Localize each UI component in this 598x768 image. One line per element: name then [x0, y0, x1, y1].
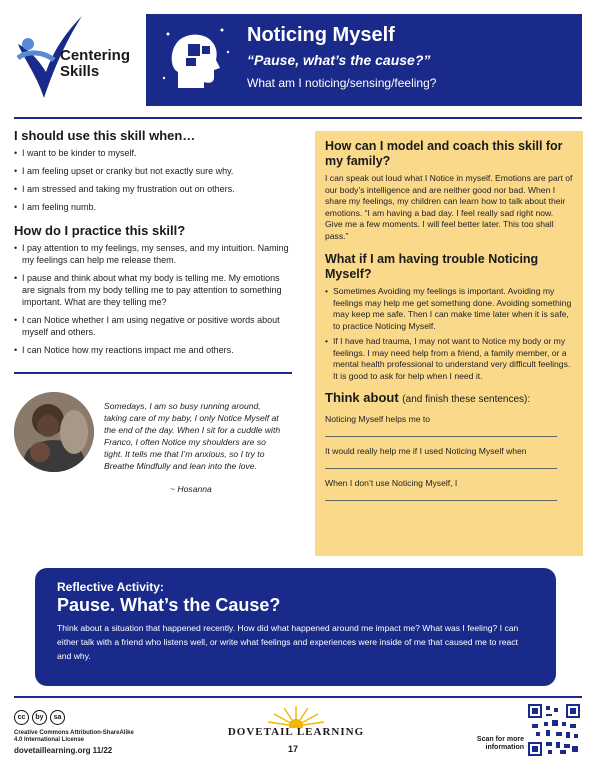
- think-suffix: (and finish these sentences):: [402, 394, 531, 405]
- think-title: Think about: [325, 390, 399, 405]
- left-divider: [14, 372, 292, 374]
- trouble-item: • If I have had trauma, I may not want to Notice my body or my feelings. I may need help from a friend, a family member, or a mental health professional to understand very difficult feelings. It is good to ask for help when I need it.: [325, 336, 573, 382]
- think-heading: [325, 390, 573, 405]
- how-list: [14, 242, 290, 356]
- prompt-text: It would really help me if I used Noticing Myself when: [325, 446, 527, 456]
- quote-text: Somedays, I am so busy running around, taking care of my baby, I only Notice Myself at the end of the day. When I sit for a cuddle with Franco, I often Notice my shoulders are so tight. It tells me that I’m anxious, so I try to Breathe Mindfully and lean into the love.: [104, 401, 281, 471]
- prompt-text: Noticing Myself helps me to: [325, 414, 431, 424]
- how-item: • I pay attention to my feelings, my senses, and my intuition. Naming my feelings can help me release them.: [14, 242, 290, 266]
- how-item: • I pause and think about what my body is telling me. My emotions are signals from my body telling me to pay attention to something important. What are they telling me?: [14, 272, 290, 308]
- quote-author: ~ Hosanna: [170, 484, 212, 494]
- header-banner: [146, 14, 582, 106]
- scan-text: Scan for more information: [476, 736, 524, 751]
- how-heading: How do I practice this skill?: [14, 223, 186, 238]
- sunburst-icon: [226, 704, 366, 728]
- centering-skills-logo: [14, 14, 134, 100]
- brand-name: DOVETAIL LEARNING: [227, 726, 365, 738]
- reflect-title: Pause. What’s the Cause?: [57, 595, 281, 615]
- answer-line[interactable]: [325, 436, 557, 437]
- reflect-heading: Reflective Activity:: [57, 580, 164, 594]
- cc-license-icons: [14, 710, 65, 725]
- page-subtitle: “Pause, what’s the cause?”: [247, 52, 431, 68]
- logo-line-2: Skills: [60, 63, 100, 80]
- parent-with-baby-photo: [14, 392, 94, 472]
- dovetail-logo: [226, 704, 366, 744]
- left-column: [14, 128, 290, 362]
- sharealike-icon: sa: [50, 710, 65, 725]
- cc-icon: cc: [14, 710, 29, 725]
- reflect-body: Think about a situation that happened recently. How did what happened around me impact me? What was I feeling? I can either talk with a friend who listens well, or write what feelings and experiences were inside of me that caused me to react and why.: [57, 623, 519, 661]
- prompt-text: When I don’t use Noticing Myself, I: [325, 478, 458, 488]
- answer-line[interactable]: [325, 500, 557, 501]
- when-item: • I am feeling upset or cranky but not exactly sure why.: [14, 165, 290, 177]
- reflective-activity: [35, 568, 556, 686]
- model-text: I can speak out loud what I Notice in myself. Emotions are part of our body’s intelligence and are neither good nor bad. When I share my feelings, my children can learn how to talk about their emotions. “I am having a bad day. I feel really sad right now. Give me a few moments. I will feel better later. This too shall pass.”: [325, 173, 573, 241]
- trouble-list: [325, 286, 573, 382]
- attribution-icon: by: [32, 710, 47, 725]
- page-number: 17: [288, 744, 299, 754]
- trouble-heading: What if I am having trouble Noticing Myself?: [325, 252, 539, 281]
- when-list: [14, 147, 290, 213]
- when-item: • I am feeling numb.: [14, 201, 290, 213]
- page-question: What am I noticing/sensing/feeling?: [247, 76, 437, 90]
- page-title: Noticing Myself: [247, 24, 395, 46]
- logo-line-1: Centering: [60, 47, 131, 64]
- how-item: • I can Notice whether I am using negative or positive words about myself and others.: [14, 314, 290, 338]
- qr-code-icon[interactable]: [528, 704, 580, 756]
- when-heading: I should use this skill when…: [14, 128, 196, 143]
- license-text: Creative Commons Attribution-ShareAlike 4.0 International License: [14, 730, 134, 743]
- model-heading: How can I model and coach this skill for my family?: [325, 139, 563, 168]
- coaching-panel: [315, 131, 583, 556]
- footer-divider: [14, 696, 582, 698]
- head-puzzle-icon: [158, 22, 234, 98]
- header-divider: [14, 117, 582, 119]
- how-item: • I can Notice how my reactions impact me and others.: [14, 344, 290, 356]
- trouble-item: • Sometimes Avoiding my feelings is important. Avoiding my feelings may help me get something done. Avoiding something may keep me safe. Then I can make time later when it is safe, to practice Noticing Myself.: [325, 286, 573, 332]
- answer-line[interactable]: [325, 468, 557, 469]
- site-link[interactable]: dovetaillearning.org 11/22: [14, 746, 113, 755]
- when-item: • I am stressed and taking my frustration out on others.: [14, 183, 290, 195]
- when-item: • I want to be kinder to myself.: [14, 147, 290, 159]
